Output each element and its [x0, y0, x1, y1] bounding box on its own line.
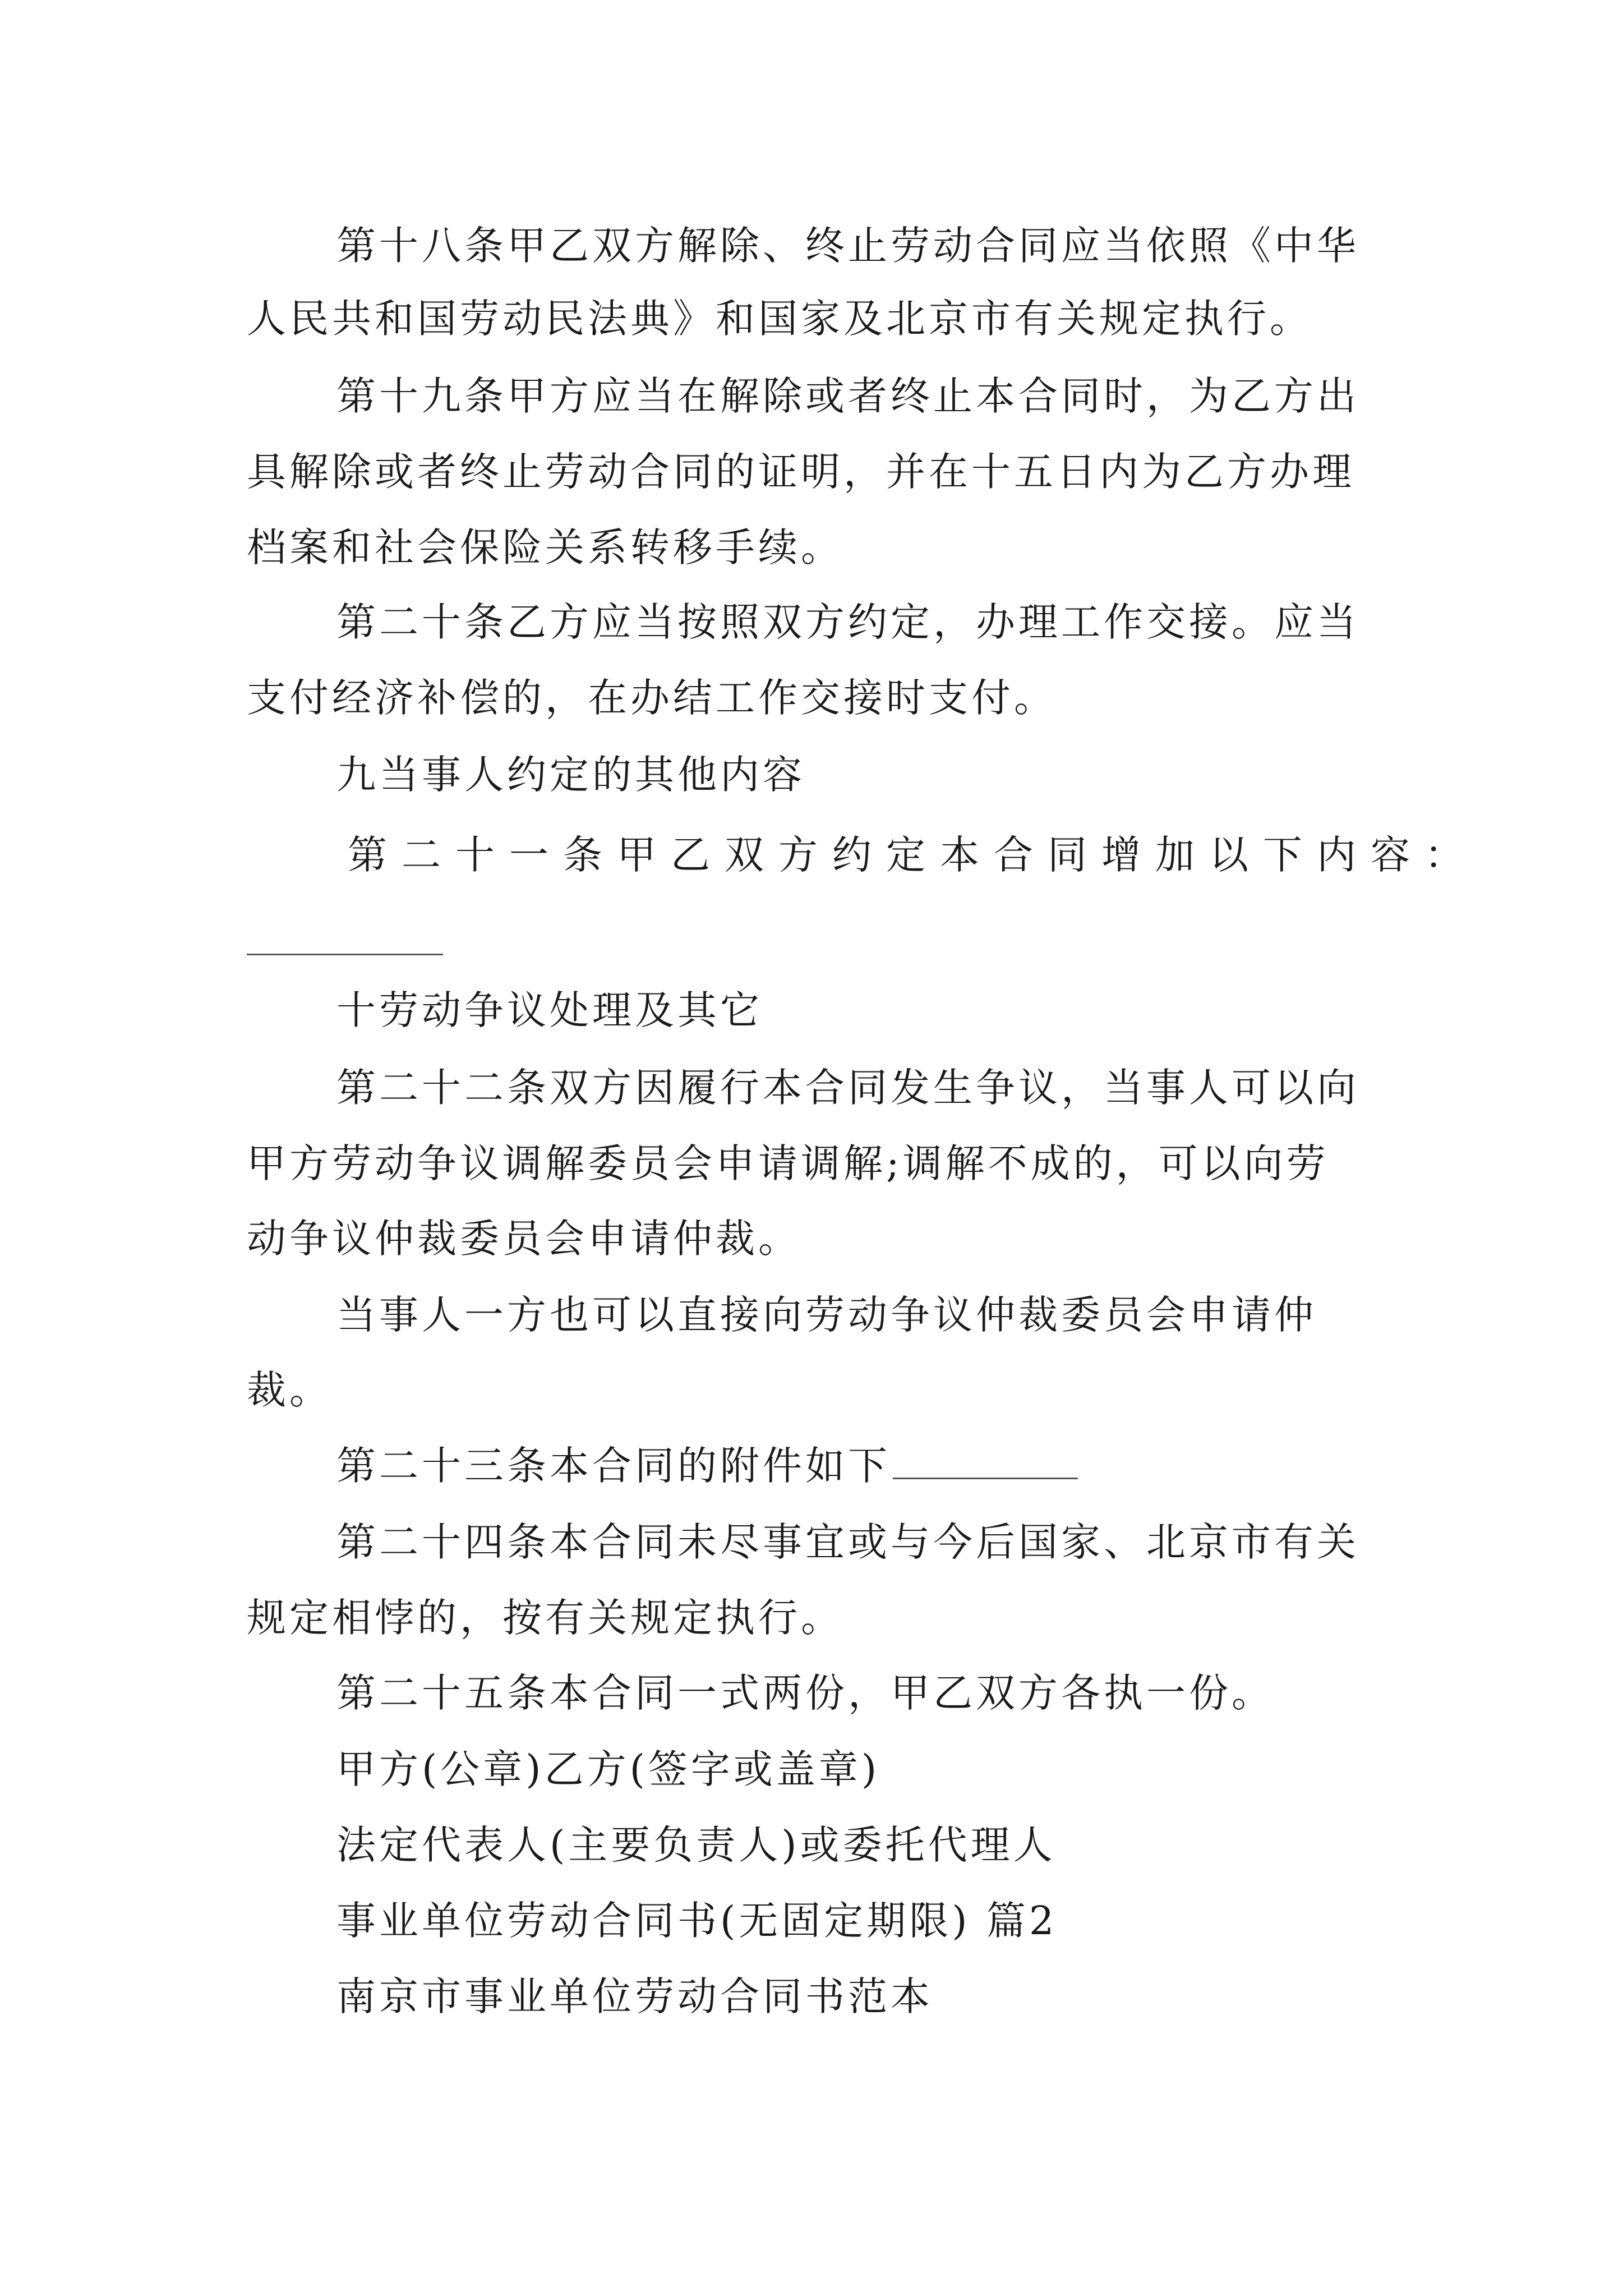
- signature-party-line: 甲方(公章)乙方(签字或盖章): [336, 1746, 880, 1792]
- article-22-line-3: 动争议仲裁委员会申请仲裁。: [247, 1216, 801, 1262]
- article-23-line-1: [336, 1440, 1078, 1492]
- article-20-line-1: 第二十条乙方应当按照双方约定，办理工作交接。应当: [336, 599, 1359, 645]
- article-24-line-2: 规定相悖的，按有关规定执行。: [247, 1595, 843, 1641]
- article-18-line-2: 人民共和国劳动民法典》和国家及北京市有关规定执行。: [247, 296, 1312, 342]
- article-22-line-2: 甲方劳动争议调解委员会申请调解;调解不成的，可以向劳: [247, 1140, 1329, 1186]
- article-22b-line-2: 裁。: [247, 1367, 332, 1413]
- article-19-line-2: 具解除或者终止劳动合同的证明，并在十五日内为乙方办理: [247, 449, 1355, 495]
- article-20-line-2: 支付经济补偿的，在办结工作交接时支付。: [247, 675, 1057, 721]
- article-23-text: 第二十三条本合同的附件如下: [336, 1443, 891, 1489]
- article-21-blank-line: [247, 954, 443, 955]
- section-9-heading: 九当事人约定的其他内容: [336, 752, 805, 798]
- second-contract-title: 事业单位劳动合同书(无固定期限) 篇2: [336, 1898, 1058, 1944]
- article-21-line-1: 第二十一条甲乙双方约定本合同增加以下内容：: [348, 832, 1478, 878]
- section-10-heading: 十劳动争议处理及其它: [336, 987, 763, 1033]
- article-23-blank-line: [893, 1478, 1078, 1479]
- article-22-line-1: 第二十二条双方因履行本合同发生争议，当事人可以向: [336, 1065, 1359, 1111]
- article-19-line-1: 第十九条甲方应当在解除或者终止本合同时，为乙方出: [336, 373, 1359, 419]
- article-18-line-1: 第十八条甲乙双方解除、终止劳动合同应当依照《中华: [336, 223, 1359, 269]
- signature-representative-line: 法定代表人(主要负责人)或委托代理人: [336, 1822, 1056, 1868]
- article-24-line-1: 第二十四条本合同未尽事宜或与今后国家、北京市有关: [336, 1519, 1359, 1565]
- article-25-line-1: 第二十五条本合同一式两份，甲乙双方各执一份。: [336, 1670, 1274, 1716]
- article-19-line-3: 档案和社会保险关系转移手续。: [247, 524, 843, 570]
- nanjing-contract-title: 南京市事业单位劳动合同书范本: [336, 1973, 933, 2019]
- article-22b-line-1: 当事人一方也可以直接向劳动争议仲裁委员会申请仲: [336, 1292, 1317, 1338]
